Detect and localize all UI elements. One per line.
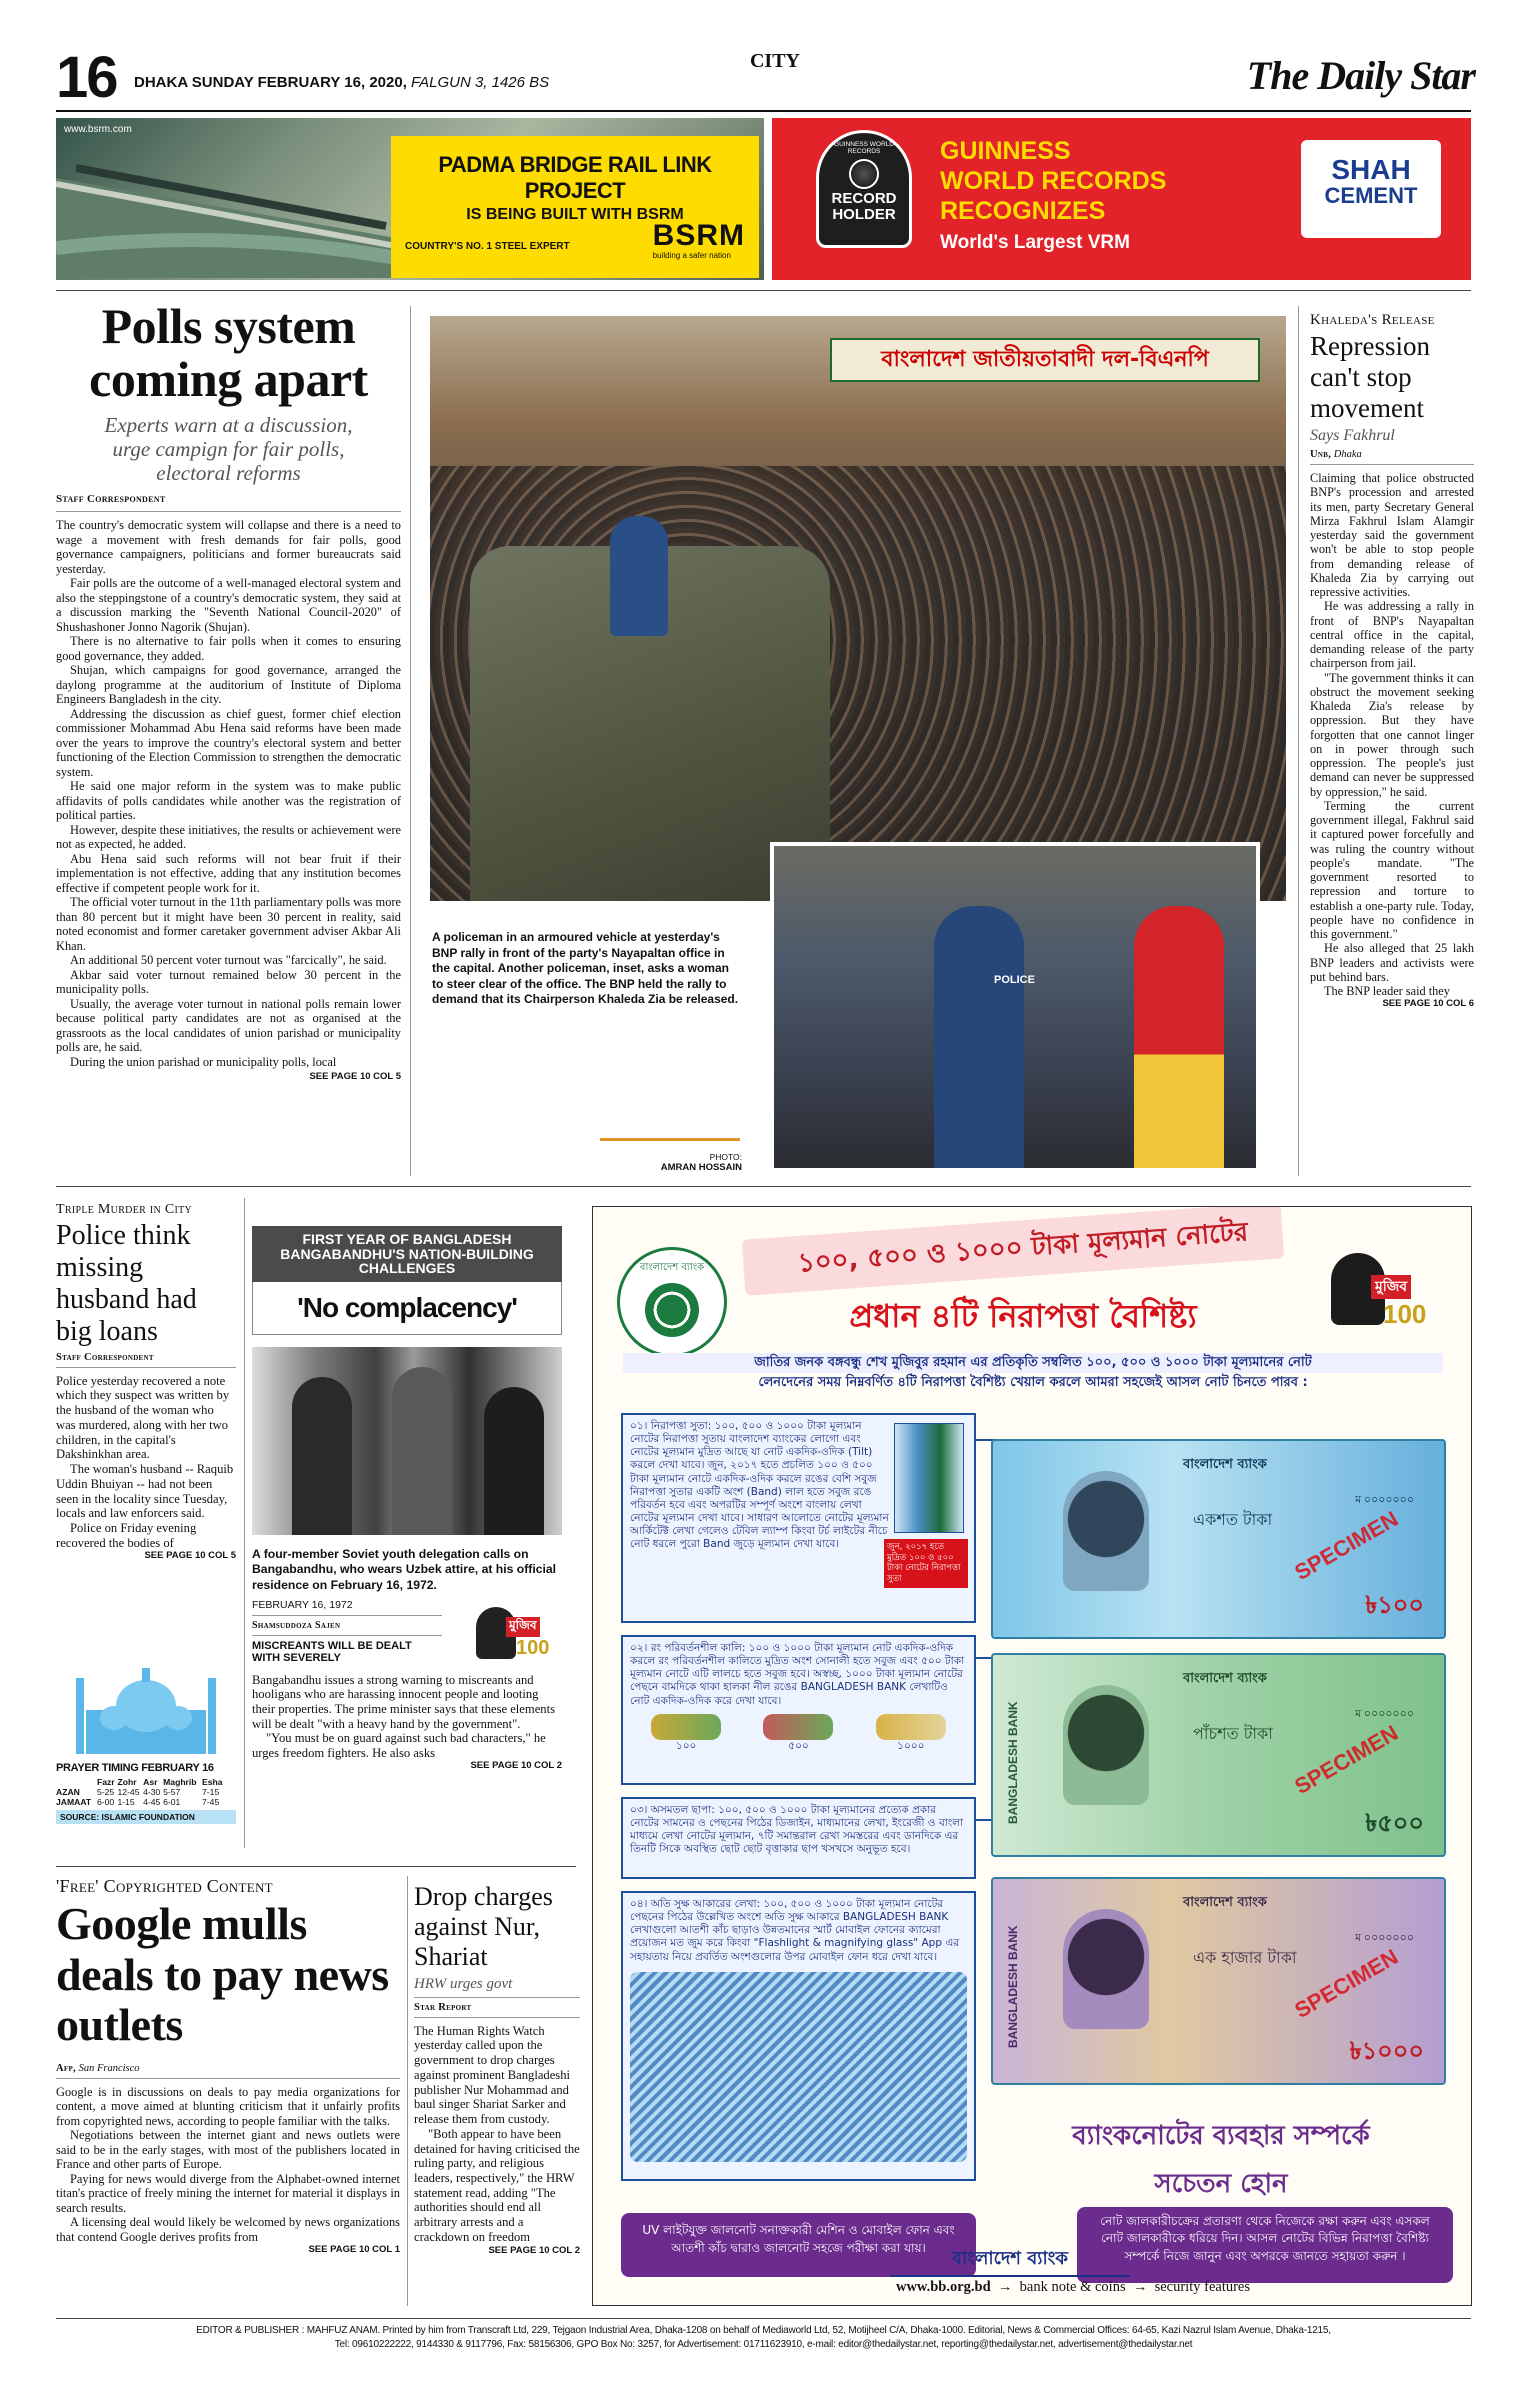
- bangabandhu-byline: Shamsuddoza Sajen: [252, 1619, 341, 1631]
- bangabandhu-body: [252, 1673, 562, 1761]
- lead-paragraph: However, despite these initiatives, the results or achievement were not as expected, he added.: [56, 822, 401, 852]
- dateline-bs: FALGUN 3, 1426 BS: [411, 74, 550, 91]
- arrow-right-icon: →: [994, 2279, 1017, 2295]
- right-continue[interactable]: SEE PAGE 10 COL 6: [1382, 998, 1474, 1010]
- google-paragraph: A licensing deal would likely be welcomed by news organizations that contend Google derives profits from: [56, 2215, 400, 2244]
- mid-rule: [56, 1186, 1471, 1187]
- lead-paragraph: Addressing the discussion as chief guest, former chief election commissioner Mohammad Abu Hena said reforms have been made over the years to improve the country's electoral system and better functioning of the Election Commission to strengthen the democratic system.: [56, 706, 401, 779]
- right-dateline: Dhaka: [1333, 449, 1362, 461]
- photo-credit-label: PHOTO:: [709, 1152, 742, 1162]
- footer-rule: [56, 2318, 1471, 2319]
- note-denomination-text: এক হাজার টাকা: [1193, 1948, 1297, 1967]
- vrm-line: World's Largest VRM: [940, 232, 1130, 253]
- lead-paragraph: Akbar said voter turnout remained below 30 percent in the municipality polls.: [56, 967, 401, 997]
- figure-right: [484, 1387, 544, 1535]
- note-100: [991, 1439, 1446, 1639]
- policeman-figure: [934, 906, 1024, 1172]
- note-1000: [991, 1877, 1446, 2085]
- color-shift-samples: [630, 1714, 967, 1753]
- note-top-label: বাংলাদেশ ব্যাংক: [1183, 1671, 1267, 1686]
- hrw-story: [414, 1882, 580, 2256]
- arrow-right-icon: →: [1129, 2279, 1151, 2295]
- feature-3-text: ০৩। অসমতল ছাপা: ১০০, ৫০০ ও ১০০০ টাকা মূল্যমানের প্রত্যেক প্রকার নোটের সামনের ও পেছনের পিঠের ডিজাইন, মাধ্যমানের লেখা, ইংরেজী ও বাংলা মাধ্যমে লেখা নোটের মূল্যমান, ৭টি সমান্তরাল রেখা সমস্তরের এবং ডানদিকে এর তিনটি সিকে অবস্থিত ছোট ছোট বৃত্তাকার ছাপ খসখসে অনুভূত হবে।: [630, 1804, 964, 1856]
- google-byline: Afp,: [56, 2062, 76, 2074]
- awareness-heading: [991, 2115, 1451, 2207]
- note-serial: ম ০০০০০০০: [1355, 1708, 1414, 1720]
- right-paragraph: Terming the current government illegal, Fakhrul said it captured power forcefully and was ruling the country without people's mandate. "The government resorted to repression and torture to establish a one-party rule. Today, people have no confidence in this government.": [1310, 798, 1474, 942]
- hrw-continue[interactable]: SEE PAGE 10 COL 2: [488, 2244, 580, 2256]
- murder-headline[interactable]: Police think missing husband had big loans: [56, 1220, 197, 1347]
- hrw-byline: Star Report: [414, 1997, 580, 2018]
- fraud-box: নোট জালকারীচক্রের প্রতারণা থেকে নিজেকে রক্ষা করুন এবং এসকল নোট জালকারীকে ধরিয়ে দিন। আসল নোটের বিভিন্ন নিরাপত্তা বৈশিষ্ট্য সম্পর্কে নিজে জানুন এবং অপরকে জানতে সহায়তা করুন ।: [1077, 2207, 1453, 2283]
- mujib-label: মুজিব: [506, 1617, 540, 1637]
- google-paragraph: Paying for news would diverge from the Alphabet-owned internet titan's practice of freely mining the internet for material it displays in search results.: [56, 2171, 400, 2215]
- byline-rule: [56, 511, 401, 512]
- bb-seal: [617, 1247, 727, 1357]
- dateline-date: DHAKA SUNDAY FEBRUARY 16, 2020,: [134, 74, 407, 91]
- google-headline[interactable]: Google mulls deals to pay news outlets: [56, 1898, 389, 2051]
- note-value: ৳১০০০: [1349, 2037, 1424, 2065]
- prayer-col: Asr: [143, 1777, 158, 1787]
- lead-deck: Experts warn at a discussion, urge campign for fair polls, electoral reforms: [104, 413, 353, 486]
- color-shift-500: [763, 1714, 833, 1753]
- note-value: ৳১০০: [1365, 1591, 1424, 1619]
- page-number: 16: [56, 45, 117, 110]
- note-portrait: [1063, 1471, 1149, 1591]
- note-serial: ম ০০০০০০০: [1355, 1494, 1414, 1506]
- right-byline-agency: Unb,: [1310, 449, 1332, 461]
- prayer-timing: [56, 1648, 236, 1824]
- footer-line-1: EDITOR & PUBLISHER : MAHFUZ ANAM. Printed by him from Transcraft Ltd, 229, Tejgaon Industrial Area, Dhaka-1208 on behalf of Mediaworld Ltd, 52, Motijheel C/A, Dhaka-1000. Editorial, News & Commercial Offices: 64-65, Kazi Nazrul Islam Avenue, Dhaka-1215,: [196, 2325, 1331, 2336]
- mosque-icon: [56, 1648, 236, 1758]
- murder-paragraph: The woman's husband -- Raquib Uddin Bhuiyan -- had not been seen in the locality since Tuesday, locals and law enforcers said.: [56, 1462, 234, 1521]
- feature-3: [621, 1797, 976, 1879]
- google-story: [56, 1876, 400, 2255]
- bb-ad-title: প্রধান ৪টি নিরাপত্তা বৈশিষ্ট্য: [849, 1297, 1197, 1335]
- bb-intro: [623, 1353, 1443, 1393]
- guinness-ad[interactable]: [772, 118, 1471, 280]
- google-continue[interactable]: SEE PAGE 10 COL 1: [308, 2244, 400, 2256]
- prayer-col: Zohr: [117, 1777, 137, 1787]
- hrw-body: [414, 2024, 580, 2245]
- right-paragraph: He also alleged that 25 lakh BNP leaders and activists were put behind bars.: [1310, 941, 1474, 984]
- note-portrait: [1063, 1685, 1149, 1805]
- bsrm-brand-tag: building a safer nation: [652, 251, 731, 260]
- right-story: [1310, 312, 1474, 1009]
- rail-bridge-illustration: [56, 138, 396, 278]
- lead-byline: Staff Correspondent: [56, 493, 166, 506]
- ad-url: www.bsrm.com: [64, 124, 132, 135]
- google-byline-row: [56, 2063, 400, 2079]
- police-on-vehicle: [610, 516, 668, 636]
- series-banner: FIRST YEAR OF BANGLADESH BANGABANDHU'S NATION-BUILDING CHALLENGES: [252, 1226, 562, 1282]
- note-portrait: [1063, 1909, 1149, 2029]
- feature-2-text: ০২। রং পরিবর্তনশীল কালি: ১০০ ও ১০০০ টাকা মূল্যমান নোট একদিক-ওদিক করলে রং পরিবর্তনশীল কালিতে মুদ্রিত অংশ সোনালী হতে সবুজ এবং ৫০০ টাকা মূল্যমান নোটে এটি লালচে হতে সবুজ হবে। অস্বচ্ছ, ১০০০ টাকা মূল্যমান নোটের পেছনে বামদিকে থাকা হালকা নীল রঙের BANGLADESH BANK লেখাটিও নোট একদিক-ওদিক করে দেখা যাবে।: [630, 1642, 965, 1707]
- right-body: [1310, 471, 1474, 998]
- color-shift-1000: [876, 1714, 946, 1753]
- awareness-line-1: ব্যাংকনোটের ব্যবহার সম্পর্কে: [1072, 2121, 1370, 2151]
- feature-2: [621, 1635, 976, 1785]
- prayer-col: Maghrib: [163, 1777, 197, 1787]
- inset-photo[interactable]: [770, 842, 1260, 1172]
- caption-rule: [600, 1138, 740, 1141]
- bb-bottom-bar: [793, 2279, 1353, 2296]
- bb-link-security[interactable]: security features: [1154, 2279, 1251, 2295]
- lead-paragraph: The country's democratic system will collapse and there is a need to wage a movement with fresh demands for fair polls, good governance campaigners, politicians and former bureaucrats said yesterday.: [56, 518, 401, 576]
- bangabandhu-caption: A four-member Soviet youth delegation calls on Bangabandhu, who wears Uzbek attire, at his official residence on February 16, 1972.: [252, 1547, 557, 1592]
- feature-1: [621, 1413, 976, 1623]
- byline-rule-2: [252, 1635, 442, 1636]
- right-deck: Says Fakhrul: [1310, 427, 1395, 445]
- prayer-cell: 5-25: [96, 1787, 115, 1797]
- google-paragraph: Google is in discussions on deals to pay media organizations for content, a move aimed at blunting criticism that it unfairly profits from copyrighted news, according to people familiar with the talks.: [56, 2084, 400, 2128]
- mujib-100-logo: [472, 1599, 562, 1669]
- bb-seal-emblem: [645, 1283, 699, 1337]
- photo-credit-name: AMRAN HOSSAIN: [660, 1162, 742, 1174]
- color-shift-label: ১০০০: [897, 1739, 925, 1752]
- gwr-line-3: RECOGNIZES: [940, 197, 1106, 225]
- right-byline: [1310, 449, 1474, 465]
- note-denomination-text: পাঁচশত টাকা: [1193, 1724, 1273, 1743]
- gwr-line-1: GUINNESS: [940, 137, 1071, 165]
- bangabandhu-headline-box: [252, 1282, 562, 1335]
- hrw-paragraph: The Human Rights Watch yesterday called upon the government to drop charges against prominent Bangladeshi publisher Nur Mohammad and baul singer Shariat Sarker and release them from custody.: [414, 2023, 570, 2127]
- section-label: CITY: [749, 50, 800, 72]
- note-serial: ম ০০০০০০০: [1355, 1932, 1414, 1944]
- prayer-cell: AZAN: [56, 1787, 80, 1797]
- record-label: RECORD: [831, 190, 897, 208]
- color-shift-label: ১০০: [675, 1739, 697, 1752]
- bsrm-logo: [653, 221, 745, 260]
- note-500: [991, 1653, 1446, 1857]
- lead-paragraph: He said one major reform in the system was to make public affidavits of polls candidates while another was the registration of political parties.: [56, 779, 401, 823]
- microprint-samples: [630, 1972, 967, 2162]
- globe-icon: [849, 159, 879, 189]
- prayer-cell: 7-45: [202, 1797, 220, 1807]
- prayer-source: SOURCE: ISLAMIC FOUNDATION: [56, 1810, 236, 1824]
- right-kicker: Khaleda's Release: [1310, 312, 1435, 328]
- right-headline[interactable]: Repression can't stop movement: [1310, 331, 1430, 424]
- prayer-cell: 6-00: [96, 1797, 115, 1807]
- bangabandhu-date: FEBRUARY 16, 1972: [252, 1598, 353, 1611]
- ad-bottom-rule: [56, 290, 1471, 291]
- lead-paragraph: Usually, the average voter turnout in national polls remain lower because political party candidates are not as organised at the grassroots as the local candidates of union parishad or municipality polls are, he said.: [56, 996, 401, 1055]
- lead-body: [56, 518, 401, 1069]
- note-specimen: SPECIMEN: [1290, 1944, 1403, 2024]
- shah-line-1: SHAH: [1331, 154, 1411, 185]
- google-kicker: 'Free' Copyrighted Content: [56, 1876, 273, 1896]
- woman-figure: [1134, 906, 1224, 1172]
- bb-intro-line-2: লেনদেনের সময় নিম্নবর্ণিত ৪টি নিরাপত্তা বৈশিষ্ট্য খেয়াল করলে আমরা সহজেই আসল নোট চিনতে পারব :: [758, 1375, 1308, 1391]
- note-top-label: বাংলাদেশ ব্যাংক: [1183, 1895, 1267, 1910]
- murder-byline: Staff Correspondent: [56, 1352, 236, 1368]
- note-value: ৳৫০০: [1365, 1809, 1424, 1837]
- col-divider: [410, 306, 411, 1176]
- footer-line-2: Tel: 09610222222, 9144330 & 9117796, Fax: 58156306, GPO Box No: 3257, for Advertisement: 01711623910, e-mail: editor@thedailystar.net, reporting@thedailystar.net, advertisement@thedailystar.net: [334, 2338, 1193, 2350]
- lead-paragraph: An additional 50 percent voter turnout was "farcically", he said.: [70, 953, 387, 968]
- murder-body: [56, 1374, 236, 1551]
- bsrm-ad[interactable]: [56, 118, 764, 280]
- security-thread-sample: [894, 1423, 964, 1533]
- bb-seal-text: বাংলাদেশ ব্যাংক: [639, 1262, 705, 1273]
- holder-label: HOLDER: [832, 206, 896, 224]
- murder-story: [56, 1202, 236, 1561]
- bangladesh-bank-ad[interactable]: [592, 1206, 1472, 2306]
- prayer-row: [56, 1787, 226, 1797]
- bb-link-notes[interactable]: bank note & coins: [1019, 2279, 1126, 2295]
- bb-name-label: বাংলাদেশ ব্যাংক: [890, 2244, 1130, 2277]
- murder-kicker: Triple Murder in City: [56, 1202, 193, 1217]
- feature-4-text: ০৪। অতি সুক্ষ আকারের লেখা: ১০০, ৫০০ ও ১০০০ টাকা মূল্যমান নোটের পেছনের পিঠের উল্লেখিত অংশে অতি সুক্ষ আকারে BANGLADESH BANK লেখাগুলো আতশী কাঁচ ছাড়াও উন্নতমানের স্মার্ট মোবাইল ফোনের ক্যামেরা প্রয়োজন মত জুম করে কিংবা "Flashlight & magnifying glass" App এর সহায়তায় নিয়ে প্রবর্তিত অংশগুলোর উপর মোবাইল ফোন ধরে দেখা যাবে।: [630, 1898, 960, 1963]
- lead-paragraph: Abu Hena said such reforms will not bear fruit if their implementation is not effective, adding that any institution becomes effective if competent people work for it.: [56, 851, 401, 895]
- lead-headline[interactable]: Polls system coming apart: [89, 298, 368, 407]
- masthead[interactable]: The Daily Star: [1246, 53, 1475, 98]
- google-dateline: San Francisco: [78, 2062, 140, 2074]
- figure-center: [392, 1367, 452, 1535]
- murder-continue[interactable]: SEE PAGE 10 COL 5: [144, 1550, 236, 1562]
- prayer-cell: 6-01: [163, 1797, 181, 1807]
- right-paragraph: The BNP leader said they: [1324, 984, 1450, 999]
- shah-line-2: CEMENT: [1324, 183, 1418, 208]
- bb-mujib-label: মুজিব: [1371, 1275, 1411, 1299]
- figure-left: [292, 1377, 352, 1535]
- shah-cement-logo: [1301, 140, 1441, 238]
- note-specimen: SPECIMEN: [1290, 1720, 1403, 1800]
- date-rule: [252, 1615, 442, 1616]
- note-bank-vertical: BANGLADESH BANK: [1006, 1925, 1020, 2048]
- color-shift-100: [651, 1714, 721, 1753]
- awareness-line-2: সচেতন হোন: [1154, 2169, 1288, 2199]
- lead-paragraph: Shujan, which campaigns for good governance, arranged the daylong programme at the auditorium of Institute of Diploma Engineers Bangladesh in the city.: [56, 663, 401, 707]
- bb-intro-line-1: জাতির জনক বঙ্গবন্ধু শেখ মুজিবুর রহমান এর প্রতিকৃতি সম্বলিত ১০০, ৫০০ ও ১০০০ টাকা মূল্যমানের নোট: [623, 1353, 1443, 1373]
- prayer-col: Fazr: [96, 1777, 115, 1787]
- ribbon-text: ১০০, ৫০০ ও ১০০০ টাকা মূল্যমান নোটের: [796, 1217, 1249, 1279]
- bangabandhu-headline[interactable]: 'No complacency': [297, 1292, 517, 1324]
- bb-mujib-100: 100: [1383, 1299, 1427, 1329]
- lower-rule: [56, 1866, 576, 1867]
- prayer-cell: 5-57: [163, 1787, 181, 1797]
- right-paragraph: "The government thinks it can obstruct the movement seeking Khaleda Zia's release by oppression. But they have forgotten that one cannot linger on in power through such oppression. The people's just demand can never be suppressed by oppression," he said.: [1310, 670, 1474, 799]
- bsrm-panel: [391, 136, 759, 278]
- col-divider: [1298, 306, 1299, 1176]
- note-top-label: বাংলাদেশ ব্যাংক: [1183, 1457, 1267, 1472]
- photo-credit: [600, 1152, 742, 1174]
- bsrm-headline-1: PADMA BRIDGE RAIL LINK PROJECT: [438, 152, 712, 203]
- col-divider: [407, 1876, 408, 2306]
- hrw-paragraph: "Both appear to have been detained for having criticised the ruling party, and religious leaders, respectively," the HRW statement read, adding "The authorities should end all arbitrary arrests and a crackdown on freedom: [414, 2126, 580, 2244]
- bangabandhu-meta: [252, 1599, 442, 1669]
- prayer-cell: 4-30: [143, 1787, 161, 1797]
- hrw-headline[interactable]: Drop charges against Nur, Shariat: [414, 1882, 553, 1971]
- bangabandhu-meta-row: [252, 1599, 562, 1669]
- bangabandhu-paragraph: Bangabandhu issues a strong warning to miscreants and hooligans who are harassing innocent people and looting their properties. The prime minister says that these elements will be dealt "with a heavy hand by the government".: [252, 1672, 555, 1731]
- gwr-text: [940, 136, 1166, 254]
- dateline: [134, 74, 549, 91]
- prayer-col: Esha: [202, 1777, 223, 1787]
- bangabandhu-story: [252, 1226, 562, 1771]
- header-rule: [56, 110, 1471, 112]
- bsrm-tagline: COUNTRY'S NO. 1 STEEL EXPERT: [405, 241, 570, 252]
- gwr-line-2: WORLD RECORDS: [940, 167, 1167, 195]
- google-paragraph: Negotiations between the internet giant and news outlets were said to be in the early stages, with most of the publishers located in France and other parts of Europe.: [56, 2128, 400, 2172]
- bsrm-headline-2: IS BEING BUILT WITH BSRM: [466, 206, 684, 223]
- murder-paragraph: Police on Friday evening recovered the bodies of: [56, 1520, 197, 1550]
- color-shift-label: ৫০০: [788, 1739, 809, 1752]
- gwr-ring-text: GUINNESS WORLD RECORDS: [834, 141, 894, 156]
- uv-box: UV লাইটযুক্ত জালনোট সনাক্তকারী মেশিন ও মোবাইল ফোন এবং আতশী কাঁচ দ্বারাও জালনোট সহজে পরীক্ষা করা যায়।: [621, 2213, 976, 2277]
- lead-paragraph: During the union parishad or municipality polls, local: [70, 1054, 337, 1069]
- prayer-col: [56, 1777, 97, 1787]
- lead-continue[interactable]: SEE PAGE 10 COL 5: [309, 1071, 401, 1083]
- prayer-cell: JAMAAT: [56, 1797, 92, 1807]
- note-specimen: SPECIMEN: [1290, 1506, 1403, 1586]
- right-paragraph: Claiming that police obstructed BNP's procession and arrested its men, party Secretary General Mirza Fakhrul Islam Alamgir yesterday said the government won't be able to stop people from demanding release of Khaleda Zia by carrying out repressive activities.: [1310, 471, 1474, 600]
- feature-1-sidenote: জুন, ২০১৭ হতে মুদ্রিত ১০০ ও ৫০০ টাকা নোটের নিরাপত্তা সুতা: [884, 1539, 968, 1588]
- lead-paragraph: Fair polls are the outcome of a well-managed electoral system and also the steppingstone of a country's democratic system, they said at a discussion marking the "Seventh National Council-2020" of Shushashoner Jonno Nagorik (Shujan).: [56, 576, 401, 634]
- prayer-title: PRAYER TIMING FEBRUARY 16: [56, 1762, 214, 1774]
- bangabandhu-continue[interactable]: SEE PAGE 10 COL 2: [470, 1760, 562, 1772]
- footer-imprint: [56, 2324, 1471, 2351]
- prayer-table: [56, 1777, 226, 1807]
- lead-paragraph: There is no alternative to fair polls when it comes to ensuring good governance, they added.: [56, 634, 401, 663]
- police-vest-text: POLICE: [994, 974, 1035, 986]
- hrw-deck: HRW urges govt: [414, 1975, 513, 1992]
- right-paragraph: He was addressing a rally in front of BNP's Nayapaltan central office in the capital, demanding release of the party chairperson from jail.: [1310, 599, 1474, 671]
- prayer-cell: 4-45: [143, 1797, 161, 1807]
- lead-story: [56, 300, 401, 1082]
- bb-mujib-logo: [1331, 1247, 1441, 1347]
- note-denomination-text: একশত টাকা: [1193, 1510, 1273, 1529]
- lead-paragraph: The official voter turnout in the 11th parliamentary polls was more than 80 percent but it might have been 30 percent in reality, said noted economist and former caretaker government adviser Akbar Ali Khan.: [56, 895, 402, 953]
- bangabandhu-subhead: MISCREANTS WILL BE DEALT WITH SEVERELY: [252, 1639, 412, 1664]
- note-bank-vertical: BANGLADESH BANK: [1006, 1701, 1020, 1824]
- google-body: [56, 2085, 400, 2245]
- bnp-rally-photo[interactable]: [430, 316, 1286, 901]
- bangabandhu-paragraph: "You must be on guard against such bad characters," he urges freedom fighters. He also asks: [252, 1731, 546, 1760]
- record-holder-badge: [816, 130, 912, 248]
- murder-paragraph: Police yesterday recovered a note which they suspect was written by the husband of the woman who was murdered, along with her two children, in the capital's Dakshinkhan area.: [56, 1373, 230, 1462]
- bb-link[interactable]: www.bb.org.bd: [895, 2279, 991, 2295]
- prayer-header-row: [56, 1777, 226, 1787]
- photo-caption: A policeman in an armoured vehicle at yesterday's BNP rally in front of the party's Nayapaltan office in the capital. Another policeman, inset, asks a woman to steer clear of the office. The BNP held the rally to demand that its Chairperson Khaleda Zia be released.: [432, 930, 739, 1007]
- prayer-cell: 7-15: [202, 1787, 220, 1797]
- prayer-row: [56, 1797, 226, 1807]
- prayer-cell: 12-45: [117, 1787, 140, 1797]
- mujib-100: 100: [516, 1636, 550, 1659]
- bnp-banner: বাংলাদেশ জাতীয়তাবাদী দল-বিএনপি: [830, 338, 1260, 382]
- bangabandhu-photo[interactable]: [252, 1347, 562, 1535]
- prayer-cell: 1-15: [117, 1797, 135, 1807]
- feature-4: [621, 1891, 976, 2181]
- bsrm-brand: BSRM: [652, 219, 745, 252]
- col-divider: [244, 1198, 245, 1848]
- feature-1-text: ০১। নিরাপত্তা সুতা: ১০০, ৫০০ ও ১০০০ টাকা মূল্যমান নোটের নিরাপত্তা সুতায় বাংলাদেশ ব্যাংকের লোগো এবং নোটের মূল্যমান মুদ্রিত আছে যা নোট একদিক-ওদিক (Tilt) করলে দেখা যাবে। জুন, ২০১৭ হতে প্রচলিত ১০০ ও ৫০০ টাকা মূল্যমান নোটে একদিক-ওদিক করলে রঙের বেশি সবুজ নিরাপত্তা সুতার একটি অংশ (Band) লাল হতে সবুজ রঙে পরিবর্তন হবে এবং অপরটির সম্পূর্ণ অংশে বাংলায় লেখা নোটের মূল্যমান দেখা যাবে। সাধারণ আলোতে নোটের মূল্যমান আর্কিটেক্ট লেখা গেলেও টেবিল ল্যাম্প কিংবা টর্চ লাইটের নীচে নোট ধরলে পুরো Band জুড়ে মূল্যমান দেখা যাবে।: [630, 1420, 889, 1551]
